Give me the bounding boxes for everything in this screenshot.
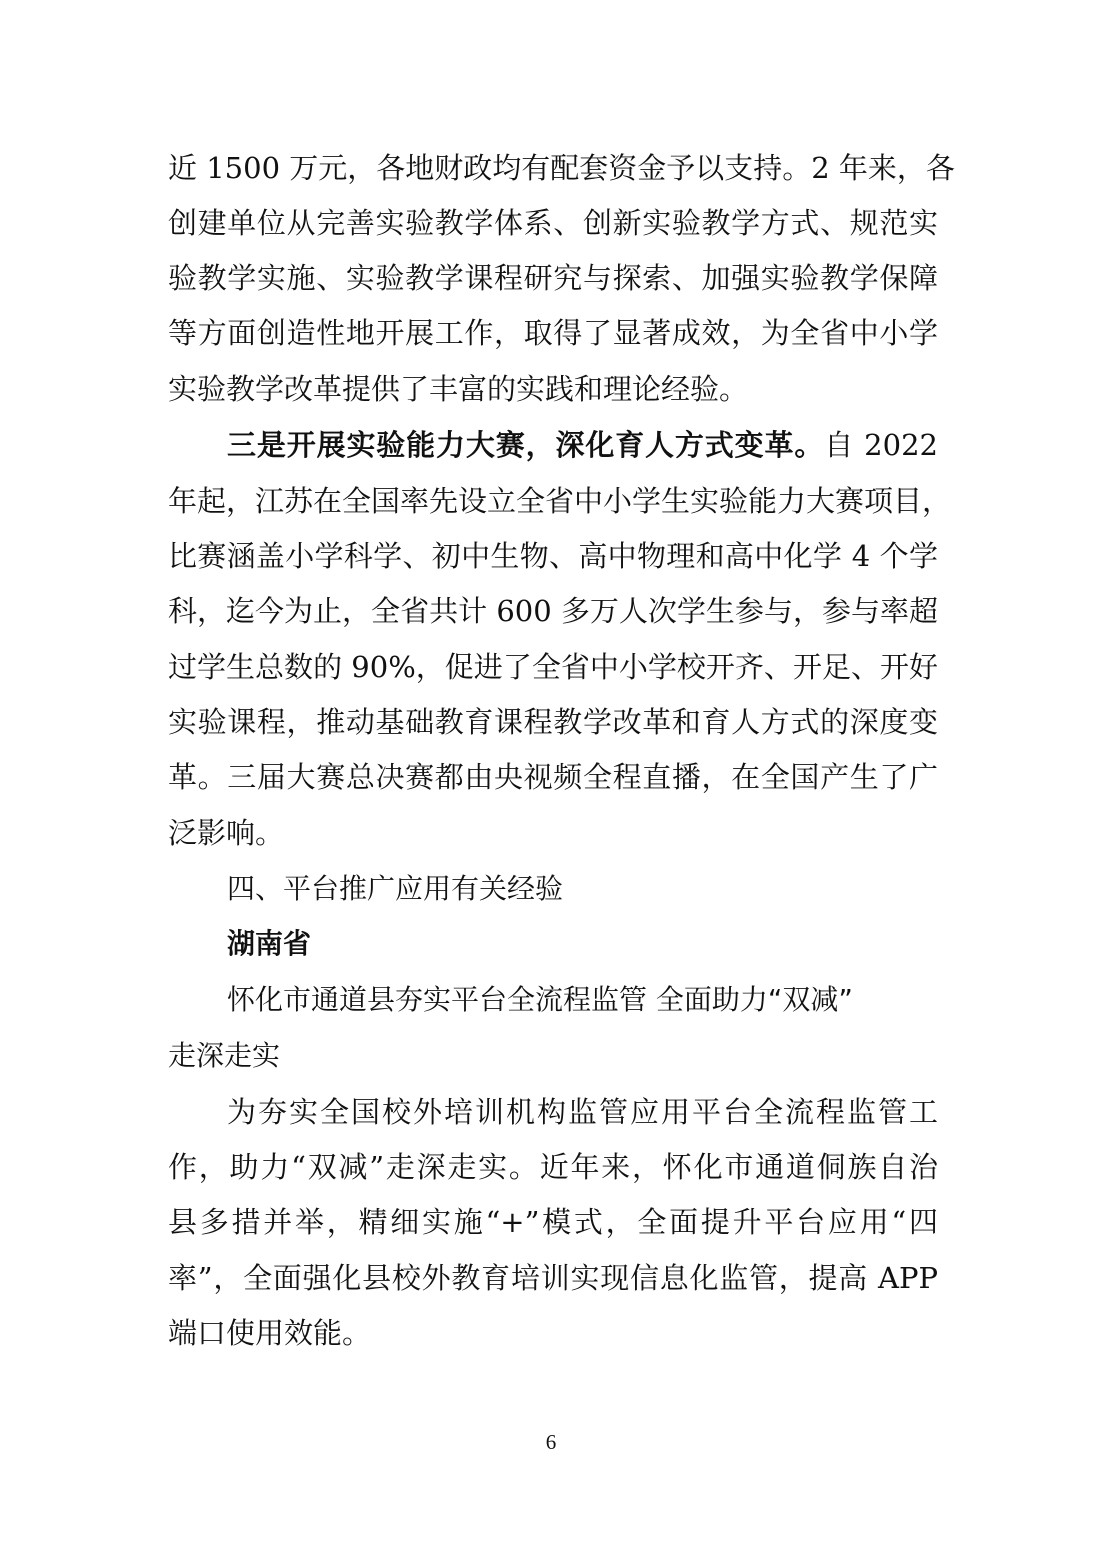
paragraph-3-line-1: 为夯实全国校外培训机构监管应用平台全流程监管工 [227,1095,938,1129]
paragraph-1-line-1: 近 1500 万元，各地财政均有配套资金予以支持。2 年来，各 [168,151,955,185]
article-title-line-1: 怀化市通道县夯实平台全流程监管 全面助力“双减” [227,983,853,1016]
page-number: 6 [545,1430,557,1454]
province-heading: 湖南省 [227,927,312,960]
paragraph-3-line-2: 作，助力“双减”走深走实。近年来，怀化市通道侗族自治 [168,1150,938,1184]
paragraph-1-line-2: 创建单位从完善实验教学体系、创新实验教学方式、规范实 [168,206,938,240]
paragraph-2-line-7: 泛影响。 [168,816,285,850]
paragraph-1-line-4: 等方面创造性地开展工作，取得了显著成效，为全省中小学 [168,316,938,350]
paragraph-3-line-4: 率”，全面强化县校外教育培训实现信息化监管，提高 APP [168,1261,938,1295]
paragraph-3-line-5: 端口使用效能。 [168,1316,372,1350]
paragraph-2-line-2: 比赛涵盖小学科学、初中生物、高中物理和高中化学 4 个学 [168,539,938,573]
paragraph-2-line-5: 实验课程，推动基础教育课程教学改革和育人方式的深度变 [168,705,938,739]
paragraph-2-line-6: 革。三届大赛总决赛都由央视频全程直播，在全国产生了广 [168,760,938,794]
paragraph-2-line-3: 科，迄今为止，全省共计 600 多万人次学生参与，参与率超 [168,594,938,628]
paragraph-3-line-3: 县多措并举，精细实施“+”模式，全面提升平台应用“四 [168,1205,938,1239]
paragraph-2-line-4: 过学生总数的 90%，促进了全省中小学校开齐、开足、开好 [168,650,938,684]
article-title-line-2: 走深走实 [168,1039,281,1072]
paragraph-2-lead-bold: 三是开展实验能力大赛，深化育人方式变革。 [227,428,825,462]
section-heading: 四、平台推广应用有关经验 [227,872,564,905]
paragraph-2-line-1: 年起，江苏在全国率先设立全省中小学生实验能力大赛项目， [168,484,952,518]
paragraph-2-lead-line [227,425,938,465]
paragraph-2-lead-rest: 自 2022 [824,428,938,462]
paragraph-1-line-3: 验教学实施、实验教学课程研究与探索、加强实验教学保障 [168,261,938,295]
paragraph-1-line-5: 实验教学改革提供了丰富的实践和理论经验。 [168,372,749,406]
